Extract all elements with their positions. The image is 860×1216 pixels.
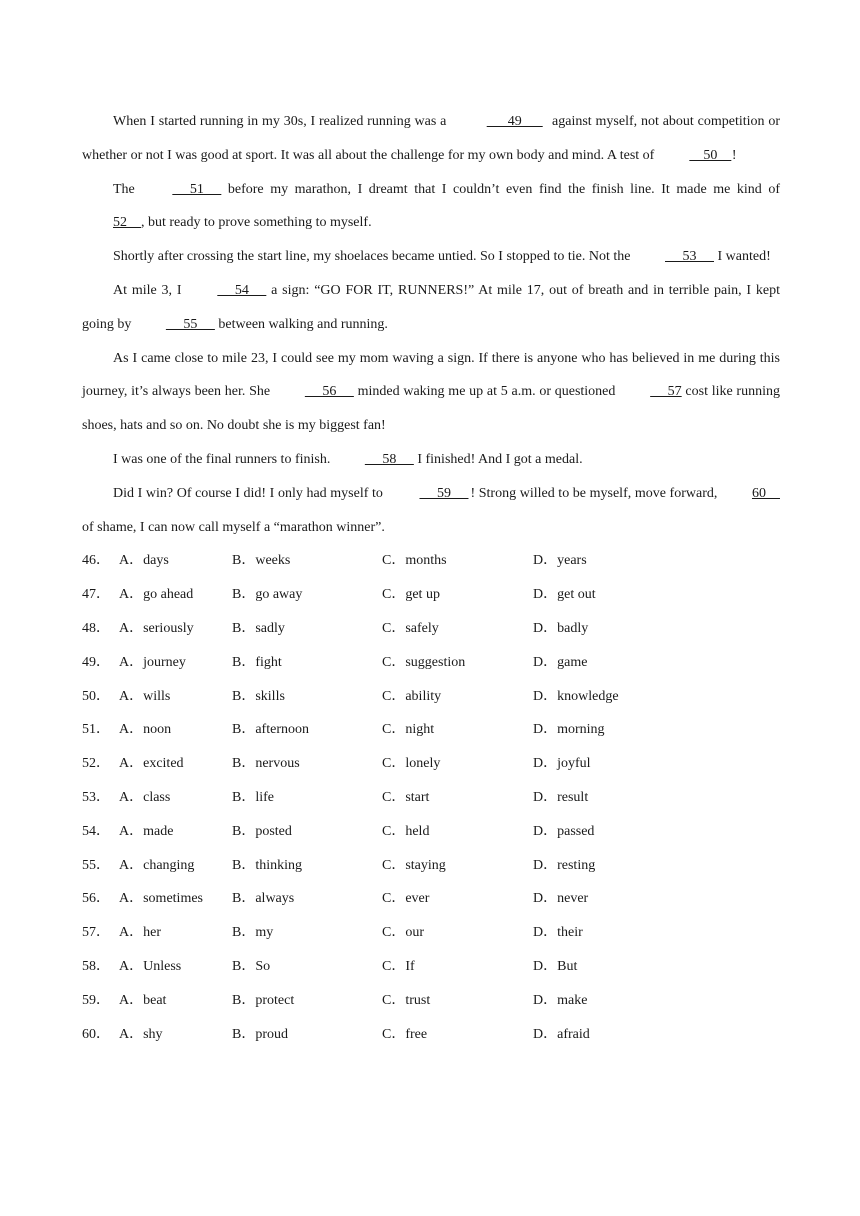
option-a[interactable]: A．Unless <box>119 958 182 974</box>
question-row <box>82 544 780 578</box>
passage-text: a sign: “GO FOR IT, RUNNERS!” At mile 17, out of breath and in terrible pain, I kept going by <box>82 282 781 332</box>
option-c[interactable]: C．our <box>382 925 424 941</box>
question-number: 49． <box>82 654 110 670</box>
document-page <box>82 105 780 1051</box>
question-row <box>82 578 780 612</box>
question-number: 50． <box>82 688 110 704</box>
option-a[interactable]: A．beat <box>119 992 167 1008</box>
question-row <box>82 747 780 781</box>
option-d[interactable]: D．badly <box>533 620 589 636</box>
option-b[interactable]: B．life <box>232 789 274 805</box>
question-row <box>82 815 780 849</box>
option-c[interactable]: C．trust <box>382 992 431 1008</box>
option-d[interactable]: D．game <box>533 654 588 670</box>
question-number: 55． <box>82 857 110 873</box>
option-c[interactable]: C．lonely <box>382 756 441 772</box>
question-number: 59． <box>82 992 110 1008</box>
blank-slot: 56 <box>304 384 354 400</box>
option-d[interactable]: D．joyful <box>533 756 591 772</box>
option-b[interactable]: B．always <box>232 891 295 907</box>
option-d[interactable]: D．years <box>533 553 587 569</box>
passage-text: I finished! And I got a medal. <box>413 451 583 467</box>
option-b[interactable]: B．posted <box>232 823 292 839</box>
question-row <box>82 882 780 916</box>
passage-paragraph <box>82 342 780 443</box>
option-b[interactable]: B．weeks <box>232 553 291 569</box>
option-c[interactable]: C．suggestion <box>382 654 466 670</box>
passage-text: ! Strong willed to be myself, move forward, <box>470 485 721 501</box>
blank-slot: 55 <box>165 316 215 332</box>
option-c[interactable]: C．safely <box>382 620 439 636</box>
option-a[interactable]: A．made <box>119 823 174 839</box>
question-number: 57． <box>82 925 110 941</box>
option-c[interactable]: C．night <box>382 722 435 738</box>
passage-text: before my marathon, I dreamt that I couldn’t even find the finish line. It made me kind of <box>221 181 780 197</box>
question-row <box>82 1018 780 1052</box>
option-b[interactable]: B．So <box>232 958 271 974</box>
option-d[interactable]: D．their <box>533 925 583 941</box>
question-number: 53． <box>82 789 110 805</box>
question-row <box>82 950 780 984</box>
option-c[interactable]: C．get up <box>382 587 440 603</box>
passage-text: , but ready to prove something to myself. <box>141 215 372 231</box>
answer-options <box>82 544 780 1051</box>
passage-paragraph <box>82 274 780 342</box>
blank-slot: 60 <box>751 485 780 501</box>
passage-text: of shame, I can now call myself a “marathon winner”. <box>82 519 385 535</box>
option-a[interactable]: A．changing <box>119 857 195 873</box>
question-number: 56． <box>82 891 110 907</box>
option-b[interactable]: B．nervous <box>232 756 300 772</box>
option-c[interactable]: C．staying <box>382 857 446 873</box>
blank-slot: 51 <box>172 181 222 197</box>
option-a[interactable]: A．excited <box>119 756 184 772</box>
question-row <box>82 849 780 883</box>
option-d[interactable]: D．result <box>533 789 589 805</box>
passage-text: Shortly after crossing the start line, my shoelaces became untied. So I stopped to tie. Not the <box>113 249 634 265</box>
option-d[interactable]: D．morning <box>533 722 605 738</box>
option-c[interactable]: C．months <box>382 553 447 569</box>
blank-slot: 58 <box>364 451 414 467</box>
option-b[interactable]: B．sadly <box>232 620 285 636</box>
question-number: 58． <box>82 958 110 974</box>
question-row <box>82 680 780 714</box>
passage-text: minded waking me up at 5 a.m. or questioned <box>353 384 620 400</box>
question-row <box>82 916 780 950</box>
question-row <box>82 781 780 815</box>
passage-text: ! <box>731 147 737 163</box>
option-a[interactable]: A．go ahead <box>119 587 194 603</box>
option-b[interactable]: B．protect <box>232 992 295 1008</box>
option-b[interactable]: B．proud <box>232 1026 288 1042</box>
blank-slot: 50 <box>689 147 732 163</box>
option-d[interactable]: D．afraid <box>533 1026 590 1042</box>
passage-text: cost like running shoes, hats and so on. No doubt she is my biggest fan! <box>82 384 780 434</box>
blank-slot: 54 <box>217 282 267 298</box>
option-c[interactable]: C．start <box>382 789 430 805</box>
option-b[interactable]: B．go away <box>232 587 303 603</box>
blank-slot: 49 <box>486 114 543 129</box>
question-number: 51． <box>82 722 110 738</box>
passage-text: I wanted! <box>714 249 771 265</box>
passage-text: At mile 3, I <box>113 282 187 298</box>
question-number: 47． <box>82 587 110 603</box>
option-d[interactable]: D．knowledge <box>533 688 619 704</box>
option-a[interactable]: A．shy <box>119 1026 163 1042</box>
passage-text: Did I win? Of course I did! I only had myself to <box>113 485 387 501</box>
question-number: 60． <box>82 1026 110 1042</box>
option-a[interactable]: A．journey <box>119 654 186 670</box>
option-a[interactable]: A．days <box>119 553 169 569</box>
blank-slot: 53 <box>665 249 714 265</box>
question-number: 52． <box>82 756 110 772</box>
passage-paragraph <box>82 173 780 241</box>
option-a[interactable]: A．seriously <box>119 620 194 636</box>
passage-text: between walking and running. <box>214 316 388 332</box>
question-row <box>82 984 780 1018</box>
option-d[interactable]: D．resting <box>533 857 596 873</box>
option-d[interactable]: D．get out <box>533 587 596 603</box>
passage-text: The <box>113 181 142 197</box>
passage-text: against myself, not about competition or whether or not I was good at sport. It was all about the challenge for my own body and mind. A test of <box>82 114 780 163</box>
option-c[interactable]: C．If <box>382 958 415 974</box>
question-number: 46． <box>82 553 110 569</box>
passage-paragraph <box>82 240 780 274</box>
question-number: 54． <box>82 823 110 839</box>
passage-paragraph <box>82 105 780 173</box>
question-number: 48． <box>82 620 110 636</box>
passage-text: When I started running in my 30s, I realized running was a <box>113 114 451 129</box>
blank-slot: 57 <box>650 384 682 400</box>
question-row <box>82 646 780 680</box>
option-b[interactable]: B．skills <box>232 688 285 704</box>
passage-text: I was one of the final runners to finish. <box>113 451 334 467</box>
option-d[interactable]: D．never <box>533 891 589 907</box>
option-a[interactable]: A．noon <box>119 722 172 738</box>
blank-slot: 59 <box>419 485 469 501</box>
passage-text: As I came close to mile 23, I could see my mom waving a sign. If there is anyone who has believed in me during this journey, it’s always been her. She <box>82 350 780 400</box>
passage-paragraph <box>82 477 780 545</box>
option-d[interactable]: D．passed <box>533 823 595 839</box>
blank-slot: 52 <box>113 215 141 231</box>
option-c[interactable]: C．ever <box>382 891 430 907</box>
cloze-passage <box>82 105 780 544</box>
option-b[interactable]: B．fight <box>232 654 282 670</box>
option-a[interactable]: A．her <box>119 925 161 941</box>
option-a[interactable]: A．wills <box>119 688 171 704</box>
option-c[interactable]: C．held <box>382 823 430 839</box>
option-b[interactable]: B．my <box>232 925 274 941</box>
option-d[interactable]: D．But <box>533 958 578 974</box>
option-d[interactable]: D．make <box>533 992 588 1008</box>
passage-paragraph <box>82 443 780 477</box>
question-row <box>82 612 780 646</box>
option-a[interactable]: A．sometimes <box>119 891 203 907</box>
option-b[interactable]: B．afternoon <box>232 722 309 738</box>
option-c[interactable]: C．ability <box>382 688 442 704</box>
question-row <box>82 713 780 747</box>
option-c[interactable]: C．free <box>382 1026 428 1042</box>
option-a[interactable]: A．class <box>119 789 171 805</box>
option-b[interactable]: B．thinking <box>232 857 303 873</box>
